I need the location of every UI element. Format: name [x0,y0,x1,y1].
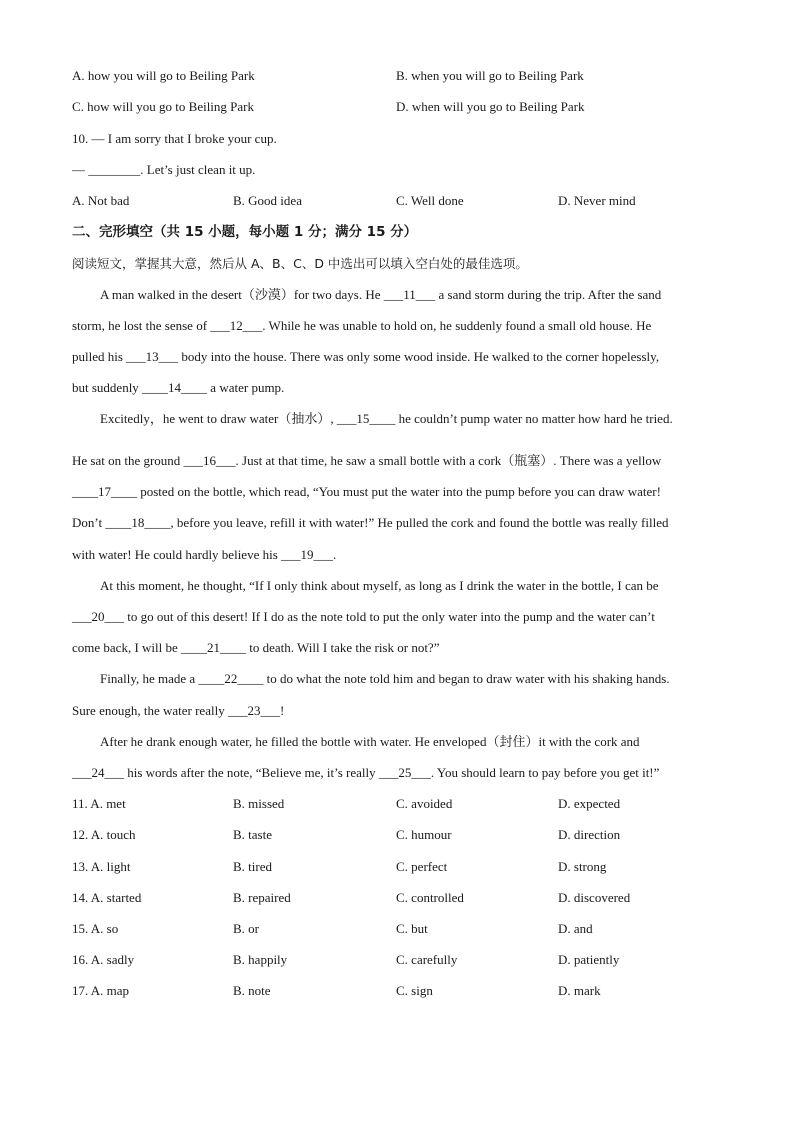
q9-option-d: D. when will you go to Beiling Park [396,99,585,114]
q10-option-b: B. Good idea [233,193,302,208]
option-row-11-a: 11. A. met [72,796,126,811]
passage-line: After he drank enough water, he filled the bottle with water. He enveloped（封住）it with the cork and [100,734,640,749]
option-row-15-d: D. and [558,921,593,936]
option-row-13-a: 13. A. light [72,859,131,874]
passage-line: but suddenly ____14____ a water pump. [72,380,285,395]
option-row-17-b: B. note [233,983,271,998]
option-row-12-c: C. humour [396,827,452,842]
q10-option-a: A. Not bad [72,193,130,208]
option-row-14-d: D. discovered [558,890,631,905]
passage-line: Excitedly，he went to draw water（抽水）, ___15____ he couldn’t pump water no matter how hard he tried. [100,411,673,426]
option-row-11-c: C. avoided [396,796,453,811]
q9-option-a: A. how you will go to Beiling Park [72,68,255,83]
option-row-13-b: B. tired [233,859,272,874]
option-row-11-b: B. missed [233,796,285,811]
passage-line: ____17____ posted on the bottle, which read, “You must put the water into the pump before you can draw water! [72,484,661,499]
q9-option-c: C. how will you go to Beiling Park [72,99,254,114]
option-row-12-d: D. direction [558,827,621,842]
passage-line: pulled his ___13___ body into the house. There was only some wood inside. He walked to the corner hopelessly, [72,349,660,364]
option-row-13-c: C. perfect [396,859,448,874]
option-row-15-a: 15. A. so [72,921,119,936]
passage-line: Don’t ____18____, before you leave, refill it with water!” He pulled the cork and found the bottle was really filled [72,515,669,530]
q9-option-b: B. when you will go to Beiling Park [396,68,584,83]
option-row-15-b: B. or [233,921,259,936]
passage-line: come back, I will be ____21____ to death. Will I take the risk or not?” [72,640,440,655]
q10-option-d: D. Never mind [558,193,636,208]
option-row-17-c: C. sign [396,983,433,998]
option-row-14-c: C. controlled [396,890,464,905]
passage-line: Sure enough, the water really ___23___! [72,703,285,718]
passage-line: At this moment, he thought, “If I only think about myself, as long as I drink the water in the bottle, I can be [100,578,659,593]
option-row-12-b: B. taste [233,827,272,842]
option-row-17-d: D. mark [558,983,601,998]
passage-line: Finally, he made a ____22____ to do what the note told him and began to draw water with his shaking hands. [100,671,670,686]
q10-reply: — ________. Let’s just clean it up. [72,162,256,177]
section-heading: 二、完形填空（共 15 小题，每小题 1 分；满分 15 分） [72,224,418,240]
option-row-17-a: 17. A. map [72,983,130,998]
option-row-16-c: C. carefully [396,952,458,967]
passage-line: He sat on the ground ___16___. Just at that time, he saw a small bottle with a cork（瓶塞）. There was a yellow [72,453,662,468]
passage-line: with water! He could hardly believe his ___19___. [72,547,337,562]
option-row-14-a: 14. A. started [72,890,142,905]
option-row-16-d: D. patiently [558,952,620,967]
passage-line: A man walked in the desert（沙漠）for two days. He ___11___ a sand storm during the trip. After the sand [100,287,662,302]
passage-line: storm, he lost the sense of ___12___. While he was unable to hold on, he suddenly found a small old house. He [72,318,652,333]
option-row-14-b: B. repaired [233,890,291,905]
option-row-13-d: D. strong [558,859,607,874]
q10-option-c: C. Well done [396,193,464,208]
option-row-11-d: D. expected [558,796,621,811]
option-row-16-b: B. happily [233,952,288,967]
section-instruction: 阅读短文，掌握其大意，然后从 A、B、C、D 中选出可以填入空白处的最佳选项。 [72,256,528,271]
q10-stem: 10. — I am sorry that I broke your cup. [72,131,277,146]
option-row-15-c: C. but [396,921,428,936]
passage-line: ___20___ to go out of this desert! If I do as the note told to put the only water into the pump and the water can’t [72,609,655,624]
option-row-12-a: 12. A. touch [72,827,136,842]
option-row-16-a: 16. A. sadly [72,952,135,967]
passage-line: ___24___ his words after the note, “Believe me, it’s really ___25___. You should learn to pay before you get it!” [72,765,660,780]
